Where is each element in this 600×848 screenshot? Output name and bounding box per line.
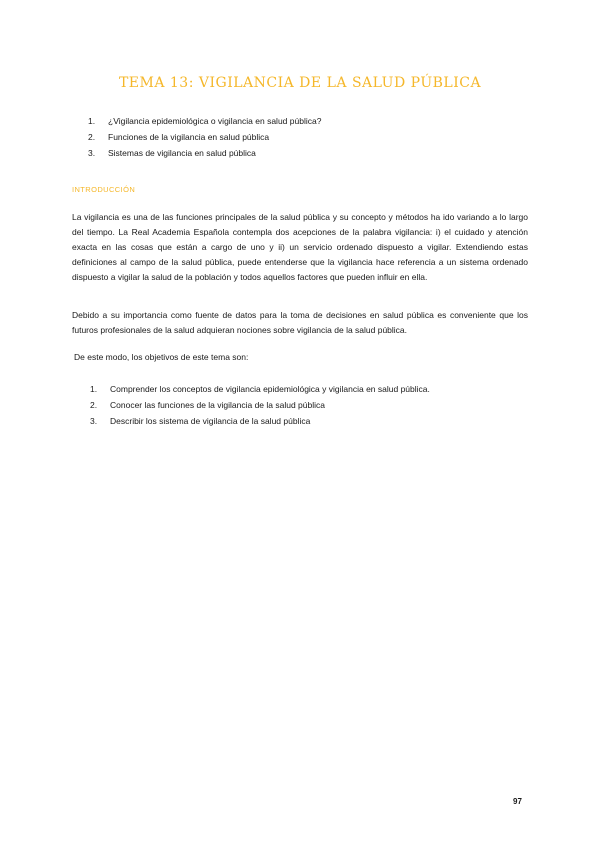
list-number: 3. bbox=[88, 148, 96, 158]
list-item bbox=[90, 397, 430, 413]
list-text: Conocer las funciones de la vigilancia de la salud pública bbox=[110, 400, 325, 410]
list-item bbox=[88, 145, 321, 161]
list-text: Sistemas de vigilancia en salud pública bbox=[108, 148, 256, 158]
list-text: Comprender los conceptos de vigilancia epidemiológica y vigilancia en salud pública. bbox=[110, 384, 430, 394]
list-item bbox=[90, 381, 430, 397]
list-item bbox=[90, 413, 430, 429]
list-number: 1. bbox=[88, 116, 96, 126]
list-item bbox=[88, 113, 321, 129]
page-number: 97 bbox=[513, 797, 522, 806]
list-text: Describir los sistema de vigilancia de la salud pública bbox=[110, 416, 311, 426]
list-number: 3. bbox=[90, 416, 98, 426]
list-text: Funciones de la vigilancia en salud pública bbox=[108, 132, 270, 142]
list-text: ¿Vigilancia epidemiológica o vigilancia en salud pública? bbox=[108, 116, 322, 126]
objectives-list bbox=[90, 381, 430, 429]
chapter-title: TEMA 13: VIGILANCIA DE LA SALUD PÚBLICA bbox=[118, 75, 482, 91]
list-item bbox=[88, 129, 321, 145]
paragraph: La vigilancia es una de las funciones principales de la salud pública y su concepto y métodos ha ido variando a lo largo del tiempo. La Real Academia Española contempla dos acepciones de la palabra vigilancia: i) el cuidado y atención exacta en las cosas que están a cargo de uno y ii) un servicio ordenado dispuesto a vigilar. Extendiendo estas definiciones al campo de la salud pública, puede entenderse que la vigilancia hace referencia a un sistema ordenado dispuesto a vigilar la salud de la población y todos aquellos factores que pueden influir en ella. bbox=[72, 212, 528, 282]
paragraph: De este modo, los objetivos de este tema son: bbox=[74, 352, 249, 362]
list-number: 2. bbox=[90, 400, 98, 410]
list-number: 2. bbox=[88, 132, 96, 142]
paragraph: Debido a su importancia como fuente de datos para la toma de decisiones en salud pública es conveniente que los futuros profesionales de la salud adquieran nociones sobre vigilancia de la salud pública. bbox=[72, 310, 528, 335]
list-number: 1. bbox=[90, 384, 98, 394]
section-heading: INTRODUCCIÓN bbox=[72, 185, 136, 194]
table-of-contents bbox=[88, 113, 321, 161]
